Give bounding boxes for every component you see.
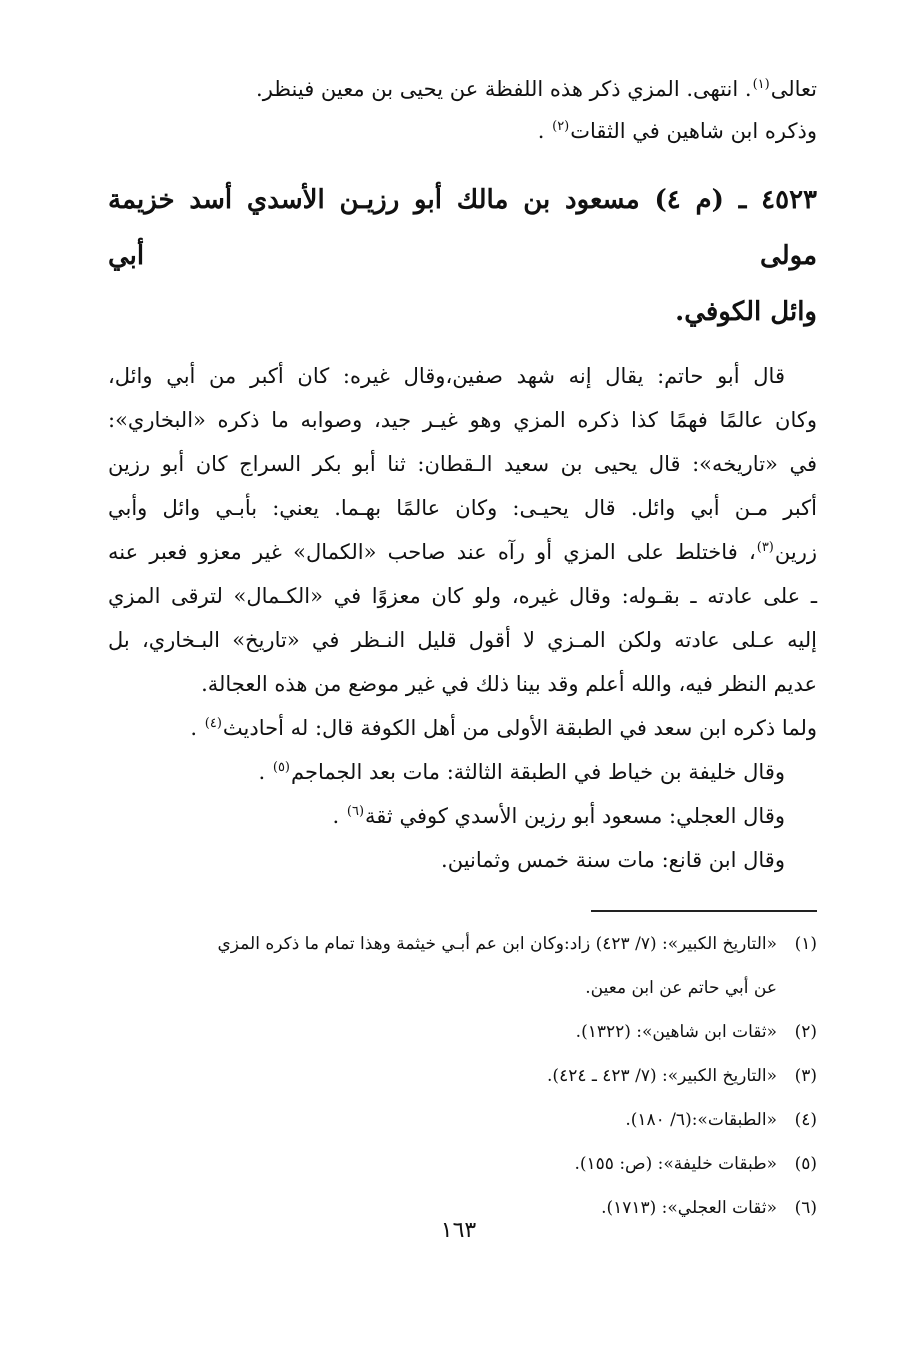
text: . xyxy=(537,119,552,143)
text: ولما ذكره ابن سعد في الطبقة الأولى من أهل الكوفة قال: له أحاديث xyxy=(222,716,817,740)
continuation-line-1 xyxy=(108,68,817,110)
footnotes xyxy=(108,922,817,1230)
footnote-ref-6: (٦) xyxy=(346,804,365,819)
ibn-saad-line xyxy=(108,706,817,750)
footnote-ref-2: (٢) xyxy=(552,119,570,134)
paragraph-line-8: عديم النظر فيه، والله أعلم وقد بينا ذلك في غير موضع من هذه العجالة. xyxy=(201,672,817,696)
paragraph-line-3: في «تاريخه»: قال يحيى بن سعيد الـقطان: ثنا أبو بكر السراج كان أبو رزين xyxy=(108,452,817,476)
footnote-5 xyxy=(108,1142,817,1186)
footnote-ref-5: (٥) xyxy=(272,760,290,775)
entry-title-line-2: وائل الكوفي. xyxy=(675,297,817,327)
text: وقال خليفة بن خياط في الطبقة الثالثة: مات بعد الجماجم xyxy=(291,760,785,784)
entry-title xyxy=(108,172,817,340)
footnote-3 xyxy=(108,1054,817,1098)
footnote-2 xyxy=(108,1010,817,1054)
footnote-1-continuation: عن أبي حاتم عن ابن معين. xyxy=(585,978,777,998)
ijli-line xyxy=(108,794,817,838)
footnote-text: «ثقات العجلي»: (١٧١٣). xyxy=(601,1198,777,1218)
continuation-line-2 xyxy=(108,110,817,152)
footnote-text: «ثقات ابن شاهين»: (١٣٢٢). xyxy=(575,1022,777,1042)
paragraph-line-6: ـ على عادته ـ بقـوله: وقال غيره، ولو كان معزوًا في «الكـمال» لترقى المزي xyxy=(108,584,817,608)
footnote-number: (٢) xyxy=(794,1022,817,1042)
entry-paragraph xyxy=(108,354,817,706)
paragraph-line-2: وكان عالمًا فهمًا كذا ذكره المزي وهو غيـر جيد، وصوابه ما ذكره «البخاري»: xyxy=(108,408,817,432)
paragraph-line-4: أكبر مـن أبي وائل. قال يحيـى: وكان عالمًا بهـما. يعني: بأبـي وائل وأبي xyxy=(108,496,817,520)
text: . انتهى. المزي ذكر هذه اللفظة عن يحيى بن معين فينظر. xyxy=(256,77,752,101)
text: تعالى xyxy=(770,77,817,101)
text: ، فاختلط على المزي أو رآه عند صاحب «الكمال» غير معزو فعبر عنه xyxy=(108,540,756,564)
footnote-number: (٥) xyxy=(794,1154,817,1174)
text: . xyxy=(190,716,204,740)
khalifa-line xyxy=(108,750,817,794)
footnote-number: (١) xyxy=(794,934,817,954)
footnote-4 xyxy=(108,1098,817,1142)
footnote-ref-3: (٣) xyxy=(756,540,774,555)
paragraph-line-7: إليه عـلى عادته ولكن المـزي لا أقول قليل النـظر في «تاريخ» البـخاري، بل xyxy=(108,628,817,652)
footnote-text: «التاريخ الكبير»: (٧/ ٤٢٣ ـ ٤٢٤). xyxy=(547,1066,777,1086)
entry-title-line-1: ٤٥٢٣ ـ (م ٤) مسعود بن مالك أبو رزيـن الأسدي أسد خزيمة مولى أبي xyxy=(108,185,817,271)
text: وقال العجلي: مسعود أبو رزين الأسدي كوفي ثقة xyxy=(365,804,785,828)
footnote-ref-4: (٤) xyxy=(204,716,222,731)
footnote-text: «الطبقات»:(٦/ ١٨٠). xyxy=(625,1110,777,1130)
text: . xyxy=(258,760,272,784)
footnote-number: (٣) xyxy=(794,1066,817,1086)
paragraph-line-1: قال أبو حاتم: يقال إنه شهد صفين،وقال غيره: كان أكبر من أبي وائل، xyxy=(108,364,785,388)
footnote-number: (٤) xyxy=(794,1110,817,1130)
paragraph-line-5 xyxy=(108,530,817,574)
text: . xyxy=(332,804,346,828)
footnote-ref-1: (١) xyxy=(752,77,770,92)
text: وذكره ابن شاهين في الثقات xyxy=(570,119,817,143)
footnote-text: «طبقات خليفة»: (ص: ١٥٥). xyxy=(574,1154,777,1174)
ibn-qani-line: وقال ابن قانع: مات سنة خمس وثمانين. xyxy=(441,848,785,872)
footnote-text: «التاريخ الكبير»: (٧/ ٤٢٣) زاد:وكان ابن عم أبـي خيثمة وهذا تمام ما ذكره المزي xyxy=(217,934,777,954)
text: زرين xyxy=(774,540,817,564)
footnote-number: (٦) xyxy=(794,1198,817,1218)
page-number: ١٦٣ xyxy=(440,1218,477,1243)
footnote-1 xyxy=(108,922,817,966)
footnote-separator xyxy=(591,910,817,912)
